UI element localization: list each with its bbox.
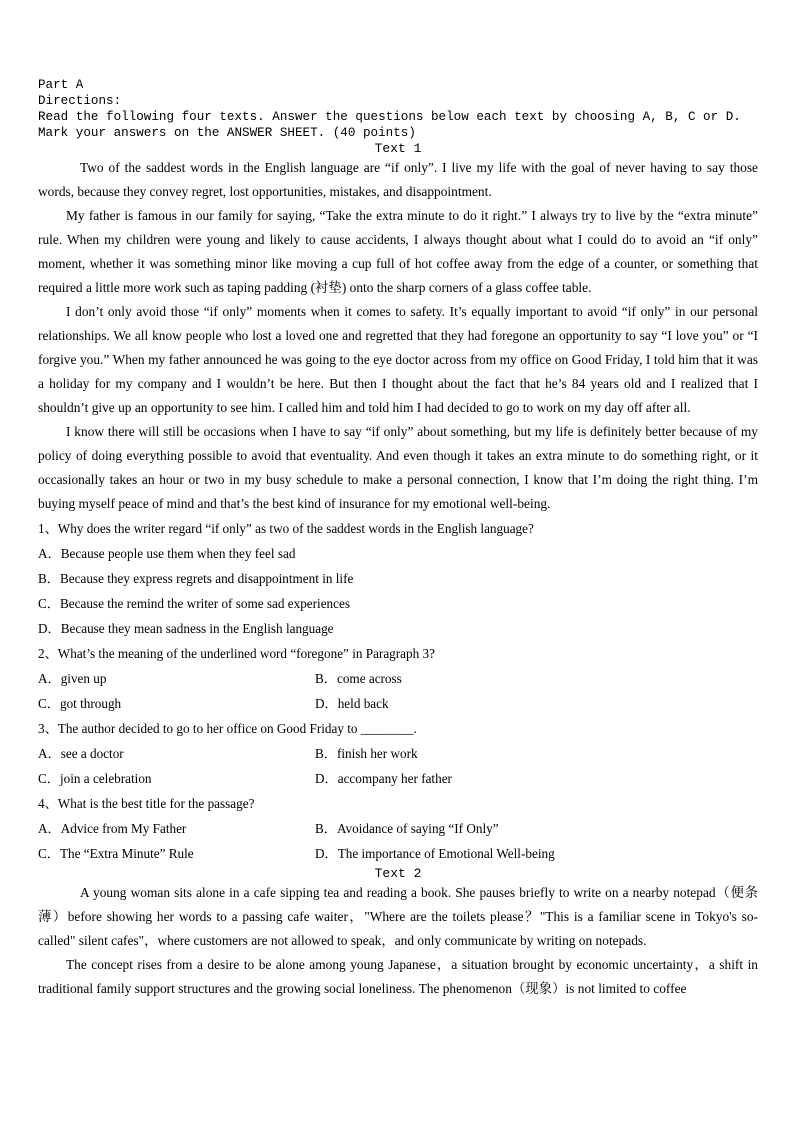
option-c: C．Because the remind the writer of some sad experiences bbox=[38, 596, 350, 611]
option-a: A．Advice from My Father bbox=[38, 821, 187, 836]
option-d: D．The importance of Emotional Well-being bbox=[315, 846, 555, 861]
text2-paragraph: A young woman sits alone in a cafe sipping tea and reading a book. She pauses briefly to write on a nearby notepad（便条薄）before showing her words to a passing cafe waiter，"Where are the toilets please？"This is a familiar scene in Tokyo's so-called" silent cafes"，where customers are not allowed to speak，and only communicate by writing on notepads. bbox=[38, 885, 758, 948]
option-c: C．join a celebration bbox=[38, 771, 152, 786]
directions-label: Directions: bbox=[38, 94, 122, 108]
option-a: A．see a doctor bbox=[38, 746, 124, 761]
option-d: D．accompany her father bbox=[315, 771, 452, 786]
question-stem: 2、What’s the meaning of the underlined word “foregone” in Paragraph 3? bbox=[38, 646, 435, 661]
option-b: B．come across bbox=[315, 671, 402, 686]
text1-paragraph: I don’t only avoid those “if only” moments when it comes to safety. It’s equally important to avoid “if only” in our personal relationships. We all know people who lost a loved one and regretted that they had foregone an opportunity to say “I love you” or “I forgive you.” When my father announced he was going to the eye doctor across from my office on Good Friday, I told him that it was a holiday for my company and I wouldn’t be here. But then I thought about the fact that he’s 84 years old and I realized that I shouldn’t give up an opportunity to see him. I called him and told him I had decided to go to work on my day off after all. bbox=[38, 304, 758, 415]
text1-paragraph: Two of the saddest words in the English language are “if only”. I live my life with the goal of never having to say those words, because they convey regret, lost opportunities, mistakes, and disappointment. bbox=[38, 160, 758, 199]
option-b: B．Because they express regrets and disappointment in life bbox=[38, 571, 354, 586]
question-2 bbox=[38, 641, 758, 716]
question-stem: 4、What is the best title for the passage? bbox=[38, 796, 255, 811]
question-1 bbox=[38, 516, 758, 641]
part-label: Part A bbox=[38, 78, 84, 92]
option-a: A．given up bbox=[38, 671, 107, 686]
directions-text: Read the following four texts. Answer the questions below each text by choosing A, B, C or D. Mark your answers on the ANSWER SHEET. (40 points) bbox=[38, 110, 749, 140]
text2-paragraph: The concept rises from a desire to be alone among young Japanese，a situation brought by economic uncertainty，a shift in traditional family support structures and the growing social loneliness. The phenomenon（现象）is not limited to coffee bbox=[38, 957, 758, 996]
question-4 bbox=[38, 791, 758, 866]
option-b: B．finish her work bbox=[315, 746, 418, 761]
option-d: D．held back bbox=[315, 696, 389, 711]
text1-title: Text 1 bbox=[374, 141, 422, 156]
option-a: A．Because people use them when they feel sad bbox=[38, 546, 296, 561]
text2-title: Text 2 bbox=[374, 866, 422, 881]
document bbox=[38, 77, 758, 1001]
text1-paragraph: I know there will still be occasions when I have to say “if only” about something, but my life is definitely better because of my policy of doing everything possible to avoid that eventuality. And even though it takes an extra minute to do something right, or it occasionally takes an hour or two in my busy schedule to make a personal connection, I know that I’m doing the right thing. I’m buying myself peace of mind and that’s the best kind of insurance for my emotional well-being. bbox=[38, 424, 758, 511]
option-d: D．Because they mean sadness in the English language bbox=[38, 621, 334, 636]
question-stem: 1、Why does the writer regard “if only” as two of the saddest words in the English language? bbox=[38, 521, 534, 536]
question-3 bbox=[38, 716, 758, 791]
text1-paragraph: My father is famous in our family for saying, “Take the extra minute to do it right.” I always try to live by the “extra minute” rule. When my children were young and likely to cause accidents, I always thought about what I could do to avoid an “if only” moment, whether it was something minor like moving a cup full of hot coffee away from the edge of a counter, or something that required a little more work such as taping padding (衬垫) onto the sharp corners of a glass coffee table. bbox=[38, 208, 758, 295]
question-stem: 3、The author decided to go to her office on Good Friday to ________. bbox=[38, 721, 417, 736]
option-c: C．The “Extra Minute” Rule bbox=[38, 846, 194, 861]
option-b: B．Avoidance of saying “If Only” bbox=[315, 821, 499, 836]
option-c: C．got through bbox=[38, 696, 122, 711]
